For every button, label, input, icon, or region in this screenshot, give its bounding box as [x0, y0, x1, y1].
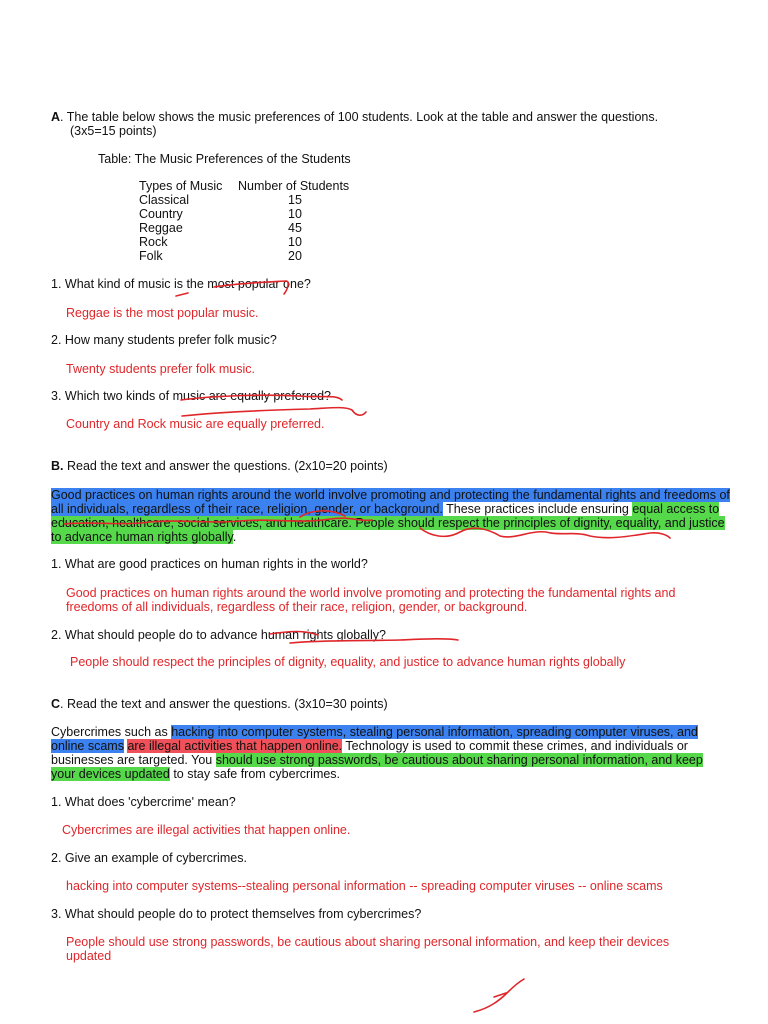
- question-c3: 3. What should people do to protect themselves from cybercrimes?: [51, 907, 422, 921]
- question-b1: 1. What are good practices on human rights in the world?: [51, 557, 368, 571]
- section-b-heading: [51, 459, 388, 473]
- ink-stroke: [176, 293, 188, 296]
- table-row: [139, 221, 355, 235]
- question-b2: 2. What should people do to advance human rights globally?: [51, 628, 386, 642]
- section-b-passage: [51, 488, 731, 544]
- passage-text: Cybercrimes such as: [51, 725, 172, 739]
- ink-stroke: [182, 408, 366, 416]
- answer-c1: Cybercrimes are illegal activities that happen online.: [62, 823, 351, 837]
- highlight-blue: Good practices on human rights around the world involve promoting and protecting the fundamental rights and freedoms of all individuals, regardless of their race, religion, gender, or background.: [51, 488, 730, 516]
- table-cell: 20: [288, 249, 302, 263]
- music-preferences-table: [139, 179, 355, 263]
- section-a-heading: [51, 110, 658, 124]
- table-header: Types of Music: [139, 179, 223, 193]
- section-c-intro: . Read the text and answer the questions. (3x10=30 points): [60, 697, 388, 711]
- answer-b2: People should respect the principles of dignity, equality, and justice to advance human rights globally: [70, 655, 626, 669]
- table-cell: 10: [288, 207, 302, 221]
- section-c-passage: [51, 725, 726, 781]
- table-header-row: [139, 179, 355, 193]
- section-b-intro: Read the text and answer the questions. (2x10=20 points): [63, 459, 388, 473]
- table-row: [139, 235, 355, 249]
- question-c2: 2. Give an example of cybercrimes.: [51, 851, 247, 865]
- passage-text: .: [232, 530, 237, 544]
- table-cell: Rock: [139, 235, 168, 249]
- table-row: [139, 249, 355, 263]
- passage-text: Technology is used to commit these crimes, and individuals or businesses are targeted. You: [51, 739, 688, 767]
- table-cell: Classical: [139, 193, 190, 207]
- section-b-label: B.: [51, 459, 64, 473]
- table-cell: Country: [139, 207, 183, 221]
- highlight-green: should use strong passwords, be cautious about sharing personal information, and keep your devices updated: [51, 753, 703, 781]
- section-a-points: (3x5=15 points): [70, 124, 157, 138]
- question-a2: 2. How many students prefer folk music?: [51, 333, 277, 347]
- table-header: Number of Students: [238, 179, 350, 193]
- answer-a3: Country and Rock music are equally preferred.: [66, 417, 325, 431]
- table-cell: 45: [288, 221, 302, 235]
- answer-c2: hacking into computer systems--stealing personal information -- spreading computer viruses -- online scams: [66, 879, 663, 893]
- ink-stroke: [494, 993, 506, 997]
- section-a-label: A: [51, 110, 61, 124]
- table-row: [139, 193, 355, 207]
- section-a-intro: . The table below shows the music preferences of 100 students. Look at the table and answer the questions.: [60, 110, 659, 124]
- highlight-blue: hacking into computer systems, stealing personal information, spreading computer viruses, and online scams: [51, 725, 698, 753]
- question-a1: 1. What kind of music is the most popular one?: [51, 277, 311, 291]
- highlight-red: are illegal activities that happen online.: [127, 739, 343, 753]
- table-cell: 10: [288, 235, 302, 249]
- table-title: Table: The Music Preferences of the Students: [98, 152, 351, 166]
- question-a3: 3. Which two kinds of music are equally preferred?: [51, 389, 331, 403]
- table-cell: Reggae: [139, 221, 183, 235]
- passage-text: to stay safe from cybercrimes.: [169, 767, 341, 781]
- table-row: [139, 207, 355, 221]
- table-cell: Folk: [139, 249, 163, 263]
- table-cell: 15: [288, 193, 302, 207]
- answer-b1: Good practices on human rights around the world involve promoting and protecting the fundamental rights and freedoms of all individuals, regardless of their race, religion, gender, or background.: [66, 586, 676, 614]
- section-c-heading: [51, 697, 388, 711]
- answer-a2: Twenty students prefer folk music.: [66, 362, 255, 376]
- passage-text: These practices include ensuring: [442, 502, 633, 516]
- ink-stroke: [474, 979, 524, 1012]
- answer-a1: Reggae is the most popular music.: [66, 306, 259, 320]
- answer-c3: People should use strong passwords, be cautious about sharing personal information, and keep their devices updated: [66, 935, 670, 963]
- section-c-label: C: [51, 697, 61, 711]
- question-c1: 1. What does 'cybercrime' mean?: [51, 795, 236, 809]
- highlight-green: equal access to education, healthcare, social services, and healthcare. People should respect the principles of dignity, equality, and justice to advance human rights globally: [51, 502, 725, 544]
